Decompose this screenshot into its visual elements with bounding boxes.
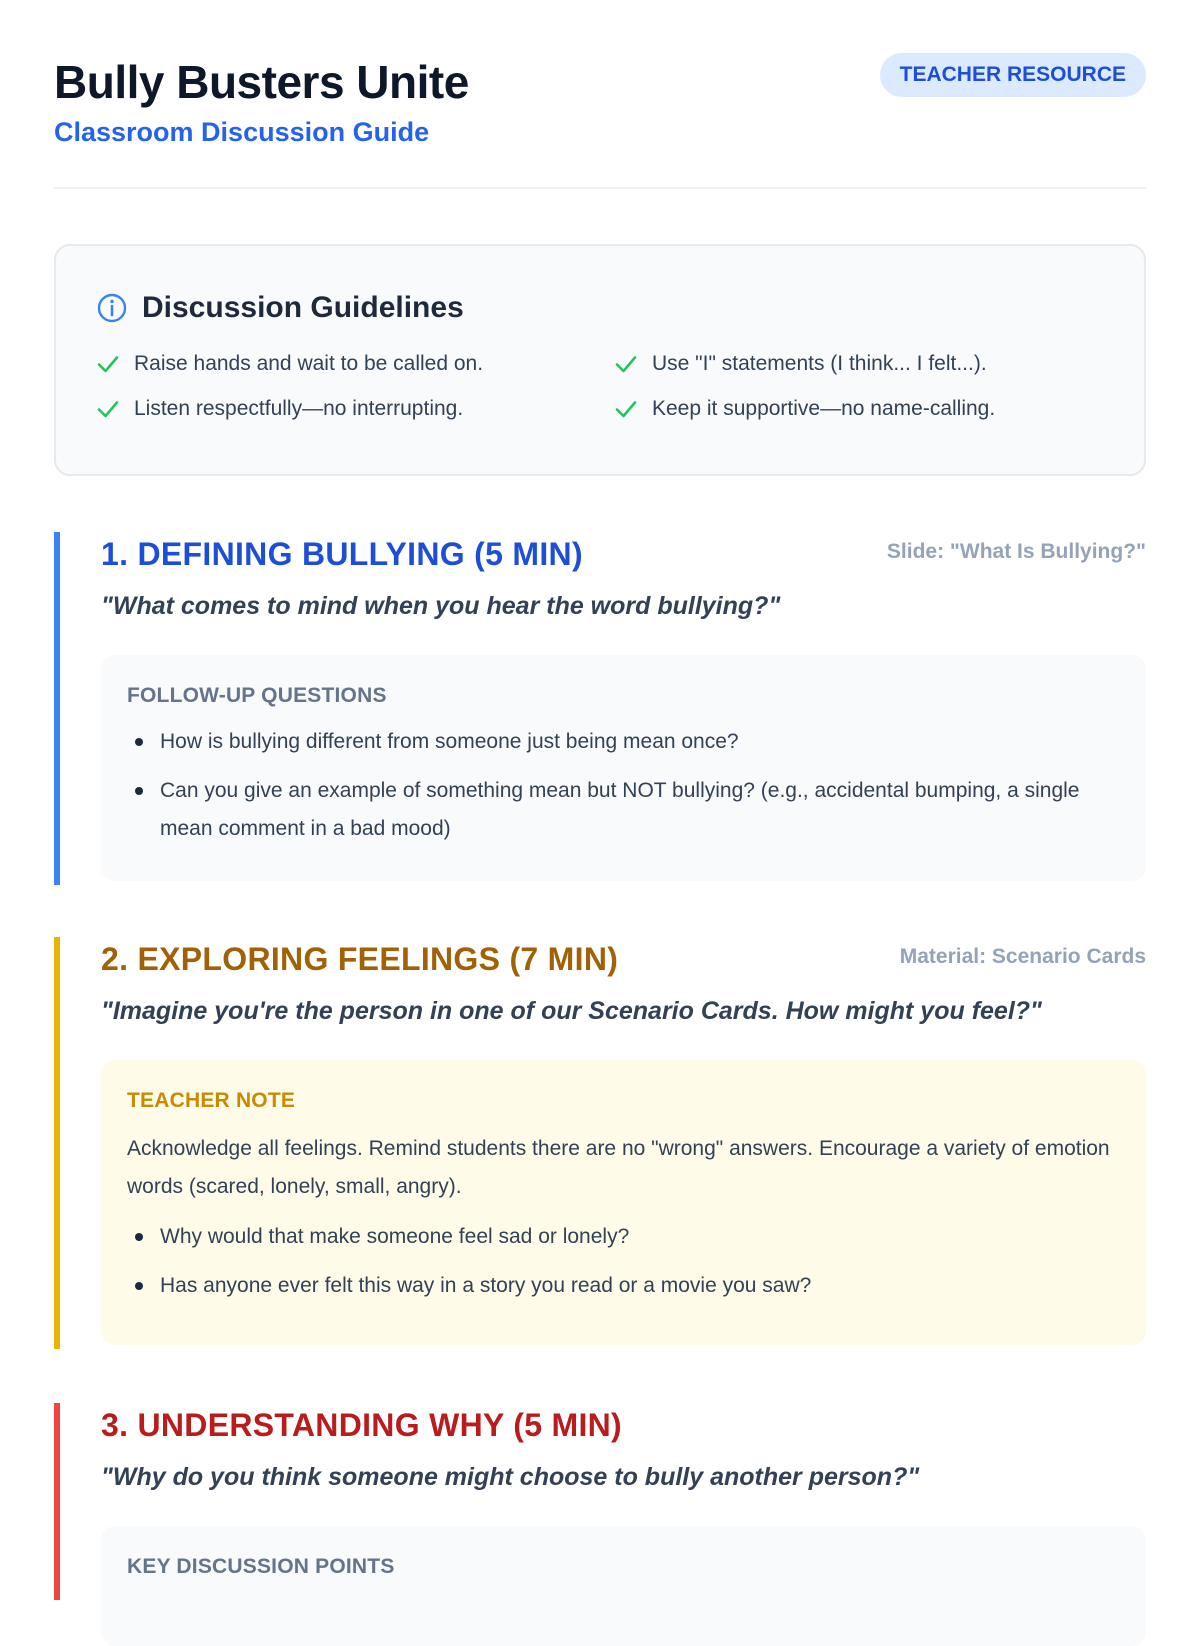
section-accent-bar: [54, 1403, 60, 1600]
section-title: 1. DEFINING BULLYING (5 MIN): [101, 536, 583, 572]
checkmark-icon: [96, 397, 120, 421]
section-header: [101, 1403, 1146, 1447]
guidelines-header: [96, 288, 1104, 328]
guidelines-title: Discussion Guidelines: [142, 291, 464, 324]
guideline-text: Raise hands and wait to be called on.: [134, 351, 484, 375]
guidelines-list: [96, 348, 1104, 424]
card-label: KEY DISCUSSION POINTS: [127, 1555, 395, 1578]
section-exploring-feelings: [54, 937, 1146, 1349]
guideline-item: [96, 393, 614, 424]
section-prompt-question: "What comes to mind when you hear the word bullying?": [101, 592, 781, 620]
reflection-list: [127, 1218, 1120, 1305]
section-defining-bullying: [54, 532, 1146, 885]
guideline-text: Use "I" statements (I think... I felt...).: [652, 351, 987, 375]
section-title: 3. UNDERSTANDING WHY (5 MIN): [101, 1407, 623, 1443]
teacher-resource-badge: TEACHER RESOURCE: [880, 53, 1146, 97]
info-icon: [96, 292, 128, 324]
page-subtitle: Classroom Discussion Guide: [54, 117, 430, 147]
section-accent-bar: [54, 532, 60, 885]
guideline-item: [614, 393, 1104, 424]
section-meta: Slide: "What Is Bullying?": [886, 540, 1146, 563]
checkmark-icon: [614, 397, 638, 421]
checkmark-icon: [96, 352, 120, 376]
teacher-note-text: Acknowledge all feelings. Remind students there are no "wrong" answers. Encourage a variety of emotion words (scared, lonely, small, angry).: [127, 1137, 1110, 1198]
section-accent-bar: [54, 937, 60, 1349]
discussion-guidelines-box: [54, 244, 1146, 476]
follow-up-questions-card: [101, 655, 1146, 881]
section-meta: Material: Scenario Cards: [899, 945, 1146, 968]
card-label: FOLLOW-UP QUESTIONS: [127, 684, 387, 707]
guideline-text: Keep it supportive—no name-calling.: [652, 396, 996, 420]
guideline-item: [96, 348, 614, 379]
list-item: Has anyone ever felt this way in a story you read or a movie you saw?: [127, 1267, 1120, 1305]
guideline-text: Listen respectfully—no interrupting.: [134, 396, 464, 420]
page-header: [54, 0, 1146, 189]
section-prompt-question: "Imagine you're the person in one of our Scenario Cards. How might you feel?": [101, 997, 1042, 1025]
follow-up-list: [127, 723, 1120, 848]
list-item: Can you give an example of something mean but NOT bullying? (e.g., accidental bumping, a single mean comment in a bad mood): [127, 772, 1120, 848]
teacher-note-card: [101, 1060, 1146, 1345]
section-prompt-question: "Why do you think someone might choose to bully another person?": [101, 1463, 920, 1491]
section-header: [101, 937, 1146, 981]
guideline-item: [614, 348, 1104, 379]
section-understanding-why: [54, 1403, 1146, 1600]
card-label: TEACHER NOTE: [127, 1089, 296, 1112]
list-item: Why would that make someone feel sad or lonely?: [127, 1218, 1120, 1256]
page-title: Bully Busters Unite: [54, 56, 469, 108]
list-item: How is bullying different from someone just being mean once?: [127, 723, 1120, 761]
checkmark-icon: [614, 352, 638, 376]
section-header: [101, 532, 1146, 576]
section-title: 2. EXPLORING FEELINGS (7 MIN): [101, 941, 619, 977]
key-discussion-points-card: [101, 1526, 1146, 1646]
